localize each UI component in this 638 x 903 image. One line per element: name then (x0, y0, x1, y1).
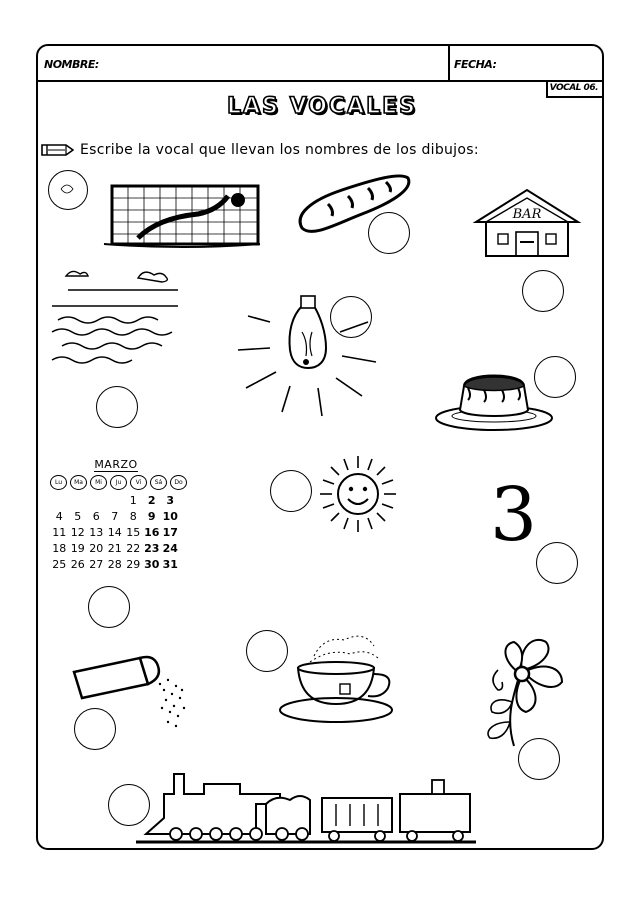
calendar-date: 17 (162, 526, 178, 539)
weekday: Ju (110, 475, 127, 490)
calendar-date: 29 (126, 558, 141, 571)
calendar-weekdays (50, 475, 190, 490)
calendar-date: 11 (52, 526, 67, 539)
worksheet (36, 44, 604, 850)
calendar-date: 5 (74, 510, 82, 523)
weekday: Sá (150, 475, 167, 490)
calendar-date: 13 (89, 526, 104, 539)
calendar-date: 18 (52, 542, 67, 555)
calendar-date: 24 (162, 542, 178, 555)
calendar-date (106, 493, 125, 509)
fecha-label: FECHA: (454, 58, 497, 71)
instruction-text: Escribe la vocal que llevan los nombres de los dibujos: (80, 142, 479, 158)
small-decoration-icon (49, 171, 85, 207)
bar-sign-text: BAR (512, 207, 542, 222)
tea-cup-icon (274, 626, 404, 726)
flower-icon (462, 630, 572, 750)
calendar (50, 458, 190, 573)
calendar-grid (50, 493, 190, 573)
weekday: Vi (130, 475, 147, 490)
soccer-goal-icon (98, 180, 262, 252)
calendar-date (69, 493, 88, 509)
calendar-date: 7 (111, 510, 119, 523)
calendar-date: 16 (144, 526, 160, 539)
weekday: Ma (70, 475, 87, 490)
calendar-date: 25 (52, 558, 67, 571)
calendar-month: MARZO (94, 458, 138, 471)
calendar-date: 12 (70, 526, 85, 539)
calendar-date: 1 (129, 494, 137, 507)
flan-icon (434, 366, 562, 438)
nombre-label: NOMBRE: (44, 58, 99, 71)
calendar-date: 10 (162, 510, 178, 523)
calendar-date: 21 (107, 542, 122, 555)
calendar-week (50, 557, 190, 573)
calendar-date (50, 493, 69, 509)
weekday: Mi (90, 475, 107, 490)
header-line (38, 80, 602, 82)
calendar-week (50, 493, 190, 509)
salt-shaker-icon (64, 650, 194, 730)
answer-circle-arco[interactable] (48, 170, 88, 210)
calendar-week (50, 541, 190, 557)
calendar-date: 14 (107, 526, 122, 539)
sun-icon (318, 454, 398, 534)
answer-circle-mar[interactable] (96, 386, 138, 428)
calendar-date: 15 (126, 526, 141, 539)
train-icon (136, 768, 476, 848)
calendar-date: 3 (166, 494, 175, 507)
calendar-date: 4 (55, 510, 63, 523)
answer-circle-sol[interactable] (270, 470, 312, 512)
calendar-week (50, 509, 190, 525)
sea-icon (48, 266, 188, 376)
calendar-date: 20 (89, 542, 104, 555)
worksheet-code: VOCAL 06. (549, 83, 598, 93)
calendar-date: 28 (107, 558, 122, 571)
answer-circle-marzo[interactable] (88, 586, 130, 628)
bar-building-icon (472, 188, 582, 258)
page-title: LAS VOCALES (227, 94, 417, 119)
calendar-date: 8 (129, 510, 137, 523)
calendar-date: 2 (147, 494, 156, 507)
bread-icon (292, 170, 412, 240)
number-three: 3 (490, 472, 538, 558)
pencil-icon (40, 143, 74, 157)
weekday: Do (170, 475, 187, 490)
calendar-date: 19 (70, 542, 85, 555)
calendar-date: 27 (89, 558, 104, 571)
calendar-date: 9 (147, 510, 156, 523)
calendar-date: 30 (144, 558, 160, 571)
answer-circle-tres[interactable] (536, 542, 578, 584)
calendar-date: 26 (70, 558, 85, 571)
answer-circle-bar[interactable] (522, 270, 564, 312)
calendar-date: 31 (162, 558, 178, 571)
calendar-week (50, 525, 190, 541)
calendar-date: 6 (92, 510, 100, 523)
calendar-date: 23 (144, 542, 160, 555)
calendar-date (87, 493, 106, 509)
header-divider (448, 46, 450, 80)
light-bulb-icon (236, 292, 382, 422)
calendar-date: 22 (126, 542, 141, 555)
weekday: Lu (50, 475, 67, 490)
